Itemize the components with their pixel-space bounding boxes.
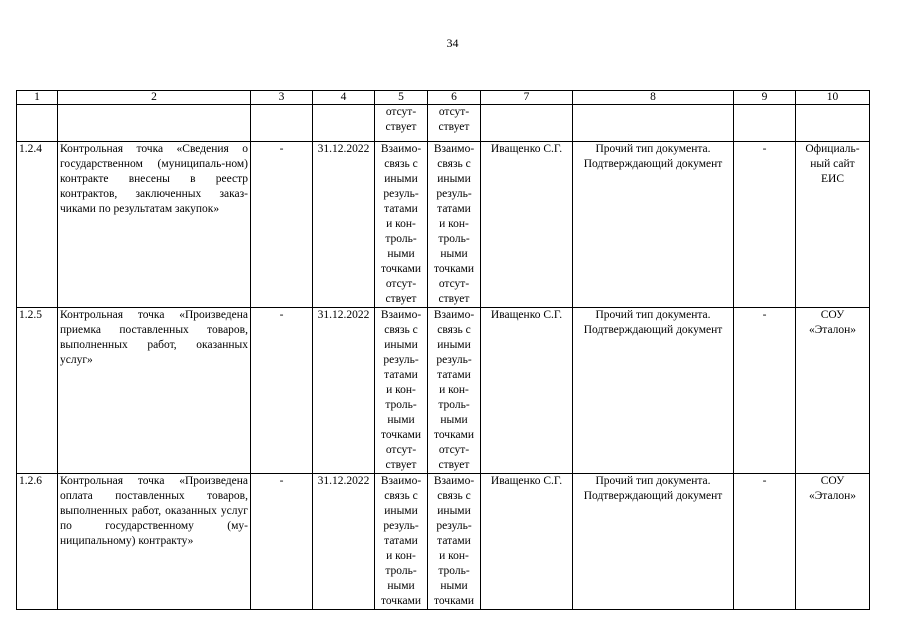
empty-cell xyxy=(481,105,573,142)
control-point-name: Контрольная точка «Произведена оплата поставленных товаров, выполненных работ, оказанных услуг по государственному (му-ниципальному) контракту» xyxy=(58,474,251,610)
header-cell: 3 xyxy=(251,91,313,105)
header-cell: 9 xyxy=(734,91,796,105)
empty-cell xyxy=(796,105,870,142)
col3-value: - xyxy=(251,474,313,610)
header-cell: 5 xyxy=(375,91,428,105)
empty-cell xyxy=(573,105,734,142)
relation-cell: Взаимо- связь с иными резуль- татами и кон- троль- ными точками отсут- ствует xyxy=(428,142,481,308)
page-number: 34 xyxy=(446,36,459,50)
document-type: Прочий тип документа. Подтверждающий документ xyxy=(573,474,734,610)
due-date: 31.12.2022 xyxy=(313,474,375,610)
empty-cell xyxy=(734,105,796,142)
info-source: СОУ «Эталон» xyxy=(796,474,870,610)
document-type: Прочий тип документа. Подтверждающий документ xyxy=(573,308,734,474)
relation-cell: отсут- ствует xyxy=(375,105,428,142)
due-date: 31.12.2022 xyxy=(313,142,375,308)
table-row xyxy=(17,474,870,610)
header-cell: 4 xyxy=(313,91,375,105)
control-point-name: Контрольная точка «Произведена приемка поставленных товаров, выполненных работ, оказанных услуг» xyxy=(58,308,251,474)
responsible-person: Иващенко С.Г. xyxy=(481,142,573,308)
row-number: 1.2.6 xyxy=(17,474,58,610)
empty-cell xyxy=(58,105,251,142)
empty-cell xyxy=(17,105,58,142)
col3-value: - xyxy=(251,142,313,308)
relation-cell: Взаимо- связь с иными резуль- татами и кон- троль- ными точками xyxy=(428,474,481,610)
relation-cell: Взаимо- связь с иными резуль- татами и кон- троль- ными точками отсут- ствует xyxy=(428,308,481,474)
relation-cell: Взаимо- связь с иными резуль- татами и кон- троль- ными точками xyxy=(375,474,428,610)
empty-cell xyxy=(313,105,375,142)
document-type: Прочий тип документа. Подтверждающий документ xyxy=(573,142,734,308)
col3-value: - xyxy=(251,308,313,474)
col9-value: - xyxy=(734,308,796,474)
header-cell: 10 xyxy=(796,91,870,105)
continuation-row xyxy=(17,105,870,142)
responsible-person: Иващенко С.Г. xyxy=(481,474,573,610)
header-cell: 6 xyxy=(428,91,481,105)
control-point-name: Контрольная точка «Сведения о государственном (муниципаль-ном) контракте внесены в реестр контрактов, заключенных заказ-чиками по результатам закупок» xyxy=(58,142,251,308)
relation-cell: Взаимо- связь с иными резуль- татами и кон- троль- ными точками отсут- ствует xyxy=(375,142,428,308)
header-row xyxy=(17,91,870,105)
empty-cell xyxy=(251,105,313,142)
header-cell: 2 xyxy=(58,91,251,105)
row-number: 1.2.4 xyxy=(17,142,58,308)
row-number: 1.2.5 xyxy=(17,308,58,474)
relation-cell: Взаимо- связь с иными резуль- татами и кон- троль- ными точками отсут- ствует xyxy=(375,308,428,474)
col9-value: - xyxy=(734,142,796,308)
header-cell: 7 xyxy=(481,91,573,105)
info-source: СОУ «Эталон» xyxy=(796,308,870,474)
due-date: 31.12.2022 xyxy=(313,308,375,474)
table-row xyxy=(17,308,870,474)
relation-cell: отсут- ствует xyxy=(428,105,481,142)
table-row xyxy=(17,142,870,308)
header-cell: 1 xyxy=(17,91,58,105)
info-source: Официаль- ный сайт ЕИС xyxy=(796,142,870,308)
control-points-table xyxy=(16,90,870,610)
header-cell: 8 xyxy=(573,91,734,105)
col9-value: - xyxy=(734,474,796,610)
responsible-person: Иващенко С.Г. xyxy=(481,308,573,474)
